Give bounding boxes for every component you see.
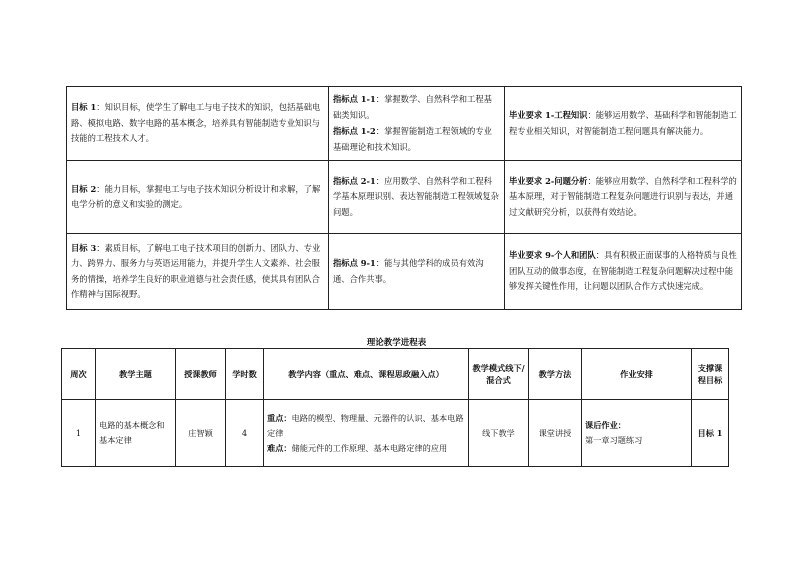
requirement-text: ：具有积极正面谋事的人格特质与良性团队互动的做事态度，在智能制造工程复杂问题解决过程中能够发挥关键性作用，让问题以团队合作方式快速完成。	[509, 250, 737, 292]
schedule-title: 理论教学进程表	[366, 338, 427, 348]
table-header-row	[62, 349, 729, 400]
indicator-label: 指标点 9-1	[333, 258, 376, 268]
requirement-cell	[505, 161, 742, 234]
header-homework: 作业安排	[582, 349, 692, 400]
requirement-cell	[505, 234, 742, 310]
topic-cell: 电路的基本概念和基本定律	[96, 400, 176, 467]
indicator-cell	[329, 161, 505, 234]
key-text: 电路的模型、物理量、元器件的认识、基本电路定律	[267, 412, 464, 438]
goal-label: 目标 1	[71, 102, 97, 113]
hours-cell: 4	[226, 400, 264, 467]
requirement-cell	[505, 87, 742, 161]
header-method: 教学方法	[529, 349, 582, 400]
teacher-cell: 庄智颖	[176, 400, 226, 467]
header-support: 支撑课程目标	[692, 349, 729, 400]
goal-cell	[67, 161, 329, 234]
indicator-item	[333, 174, 500, 221]
difficult-point	[267, 441, 465, 456]
table-row	[67, 161, 742, 234]
header-mode: 教学模式线下/混合式	[469, 349, 529, 400]
goal-text: ：知识目标，使学生了解电工与电子技术的知识，包括基础电路、模拟电路、数字电路的基本概念，培养具有智能制造专业知识与技能的工程技术人才。	[71, 102, 321, 144]
indicator-item	[333, 124, 500, 155]
indicator-text: ：能与其他学科的成员有效沟通、合作共事。	[333, 258, 484, 284]
requirement-label: 毕业要求 9-个人和团队	[509, 250, 596, 261]
indicator-label: 指标点 2-1	[333, 175, 376, 186]
indicator-text: ：应用数学、自然科学和工程科学基本原理识别、表达智能制造工程领域复杂问题。	[333, 175, 499, 217]
support-cell	[692, 400, 729, 467]
table-row	[62, 400, 729, 467]
week-cell: 1	[62, 400, 96, 467]
difficult-label: 难点：	[267, 442, 292, 453]
indicator-cell	[329, 87, 505, 161]
key-label: 重点：	[267, 412, 292, 423]
homework-label	[585, 418, 688, 433]
requirement-label: 毕业要求 1-工程知识	[509, 110, 588, 120]
requirement-text: ：能够运用数学、基础科学和智能制造工程专业相关知识，对智能制造工程问题具有解决能力。	[509, 110, 737, 136]
indicator-label: 指标点 1-2	[333, 126, 376, 136]
table-row	[67, 87, 742, 161]
homework-label-text: 课后作业：	[585, 420, 626, 430]
header-week: 周次	[62, 349, 96, 400]
difficult-text: 储能元件的工作原理、基本电路定律的应用	[291, 442, 448, 453]
indicator-text: ：掌握智能制造工程领域的专业基础理论和技术知识。	[333, 126, 492, 152]
objectives-table	[66, 86, 742, 310]
goal-label: 目标 2	[71, 183, 97, 194]
goal-label: 目标 3	[71, 242, 97, 253]
header-hours: 学时数	[226, 349, 264, 400]
key-point	[267, 411, 465, 441]
goal-text: ：素质目标，了解电工电子技术项目的创新力、团队力、专业力、跨界力、服务力与英语运用能力，并提升学生人文素养、社会服务的情操，培养学生良好的职业道德与社会责任感，使其具有团队合作精神与国际视野。	[71, 242, 321, 299]
requirement-text: ：能够应用数学、自然科学和工程科学的基本原理，对于智能制造工程复杂问题进行识别与表达，并通过文献研究分析，以获得有效结论。	[509, 175, 737, 217]
indicator-text: ：掌握数学、自然科学和工程基础类知识。	[333, 94, 492, 120]
content-cell	[264, 400, 469, 467]
homework-cell	[582, 400, 692, 467]
goal-text: ：能力目标，掌握电工与电子技术知识分析设计和求解，了解电学分析的意义和实验的测定。	[71, 183, 321, 209]
header-topic: 教学主题	[96, 349, 176, 400]
mode-cell: 线下教学	[469, 400, 529, 467]
requirement-label: 毕业要求 2-问题分析	[509, 175, 588, 186]
table-row	[67, 234, 742, 310]
schedule-table	[61, 348, 729, 467]
indicator-item	[333, 256, 500, 287]
indicator-item	[333, 92, 500, 123]
support-text: 目标 1	[697, 427, 723, 438]
homework-text: 第一章习题练习	[585, 435, 643, 445]
goal-cell	[67, 234, 329, 310]
header-content: 教学内容（重点、难点、课程思政融入点）	[264, 349, 469, 400]
indicator-label: 指标点 1-1	[333, 94, 376, 104]
goal-cell	[67, 87, 329, 161]
header-teacher: 授课教师	[176, 349, 226, 400]
indicator-cell	[329, 234, 505, 310]
method-cell: 课堂讲授	[529, 400, 582, 467]
